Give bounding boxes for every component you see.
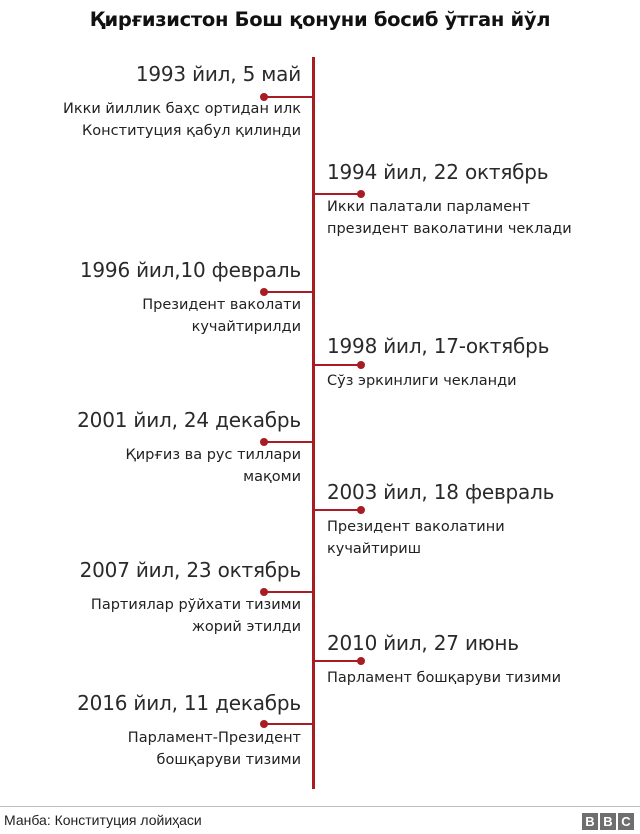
event-description: [327, 370, 549, 392]
event-desc-line: мақоми: [243, 469, 301, 485]
event-desc-line: Икки палатали парламент: [327, 199, 531, 215]
event-desc-line: кучайтирилди: [191, 319, 301, 335]
timeline-event: [80, 558, 301, 638]
event-connector: [264, 96, 312, 98]
bbc-logo: [582, 813, 634, 830]
timeline-event: [77, 691, 301, 771]
timeline-event: [63, 62, 301, 142]
timeline-event: [327, 480, 554, 560]
event-date: 2016 йил, 11 декабрь: [77, 691, 301, 715]
event-description: [327, 196, 572, 240]
timeline-event: [77, 408, 301, 488]
event-description: [63, 98, 301, 142]
event-connector: [315, 509, 361, 511]
event-date: 1998 йил, 17-октябрь: [327, 334, 550, 358]
event-connector: [264, 291, 312, 293]
event-desc-line: Президент ваколати: [142, 297, 301, 313]
event-date: 2003 йил, 18 февраль: [327, 480, 555, 504]
event-connector: [264, 723, 312, 725]
event-description: [77, 727, 301, 771]
event-connector: [315, 193, 361, 195]
event-desc-line: президент ваколатини чеклади: [327, 221, 572, 237]
event-description: [327, 667, 561, 689]
event-date: 1994 йил, 22 октябрь: [327, 160, 549, 184]
timeline-event: [80, 258, 301, 338]
event-date: 2001 йил, 24 декабрь: [77, 408, 301, 432]
event-date: 2010 йил, 27 июнь: [327, 631, 519, 655]
event-connector: [264, 441, 312, 443]
timeline-event: [327, 160, 572, 240]
event-date: 1996 йил,10 февраль: [79, 258, 301, 282]
event-desc-line: Икки йиллик баҳс ортидан илк: [63, 101, 301, 117]
event-desc-line: Парламент бошқаруви тизими: [327, 670, 561, 686]
source-note: Манба: Конституция лойиҳаси: [4, 812, 202, 828]
event-desc-line: Президент ваколатини: [327, 519, 505, 535]
event-desc-line: кучайтириш: [327, 541, 421, 557]
event-connector: [315, 364, 361, 366]
event-desc-line: жорий этилди: [191, 619, 301, 635]
event-desc-line: Парламент-Президент: [127, 730, 301, 746]
event-description: [77, 444, 301, 488]
bbc-logo-letter: B: [582, 813, 598, 830]
bbc-logo-letter: B: [600, 813, 616, 830]
event-desc-line: Сўз эркинлиги чекланди: [327, 373, 517, 389]
event-description: [80, 294, 301, 338]
event-desc-line: Партиялар рўйхати тизими: [90, 597, 301, 613]
chart-title: Қирғизистон Бош қонуни босиб ўтган йўл: [89, 8, 551, 31]
event-desc-line: Қирғиз ва рус тиллари: [125, 447, 301, 463]
timeline-axis: [312, 57, 315, 789]
event-connector: [264, 591, 312, 593]
event-date: 2007 йил, 23 октябрь: [79, 558, 301, 582]
event-date: 1993 йил, 5 май: [135, 62, 301, 86]
event-desc-line: Конституция қабул қилинди: [82, 123, 301, 139]
footer-divider: [0, 806, 640, 807]
bbc-logo-letter: C: [618, 813, 634, 830]
event-connector: [315, 660, 361, 662]
event-description: [327, 516, 554, 560]
event-description: [80, 594, 301, 638]
event-desc-line: бошқаруви тизими: [156, 752, 301, 768]
